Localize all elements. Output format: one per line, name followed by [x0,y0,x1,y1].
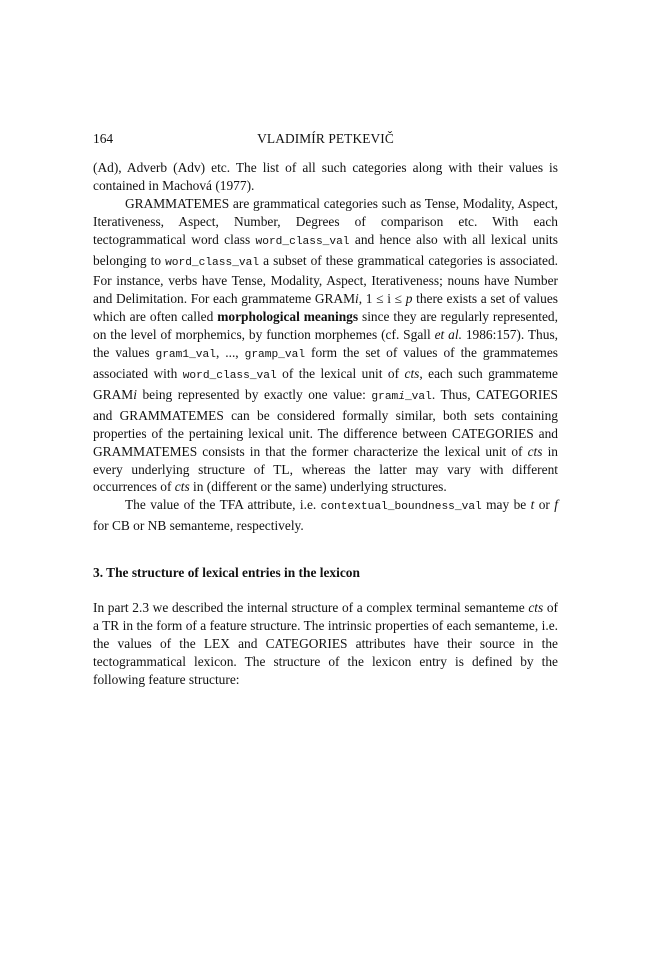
paragraph-categories-end: (Ad), Adverb (Adv) etc. The list of all such categories along with their values is contained in Machová (1977). [93,160,558,193]
page-number: 164 [93,131,114,146]
page-header [93,130,558,148]
paragraph-tfa: The value of the TFA attribute, i.e. contextual_boundness_val may be t or f for CB or NB semanteme, respectively. [93,497,558,534]
paragraph-lexicon-structure: In part 2.3 we described the internal structure of a complex terminal semanteme cts of a TR in the form of a feature structure. The intrinsic properties of each semanteme, i.e. the values of the LEX and CATEGORIES attributes have their source in the tectogrammatical lexicon. The structure of the lexicon entry is defined by the following feature structure: [93,600,558,687]
code-word-class-val: word_class_val [165,256,260,269]
paragraph-grammatemes: GRAMMATEMES are grammatical categories such as Tense, Modality, Aspect, Iterativeness, Aspect, Number, Degrees of comparison etc. With each tectogrammatical word class word_class_val and hence also with all lexical units belonging to word_class_val a subset of these grammatical categories is associated. For instance, verbs have Tense, Modality, Aspect, Iterativeness; nouns have Number and Delimitation. For each grammateme GRAMi, 1 ≤ i ≤ p there exists a set of values which are often called morphological meanings since they are regularly represented, on the level of morphemics, by function morphemes (cf. Sgall et al. 1986:157). Thus, the values gram1_val, ..., gramp_val form the set of values of the grammatemes associated with word_class_val of the lexical unit of cts, each such grammateme GRAMi being represented by exactly one value: grami_val. Thus, CATEGORIES and GRAMMATEMES can be considered formally similar, both sets containing properties of the pertaining lexical unit. The difference between CATEGORIES and GRAMMATEMES consists in that the former characterize the lexical unit of cts in every underlying structure of TL, whereas the latter may vary with different occurrences of cts in (different or the same) underlying structures. [93,195,559,495]
code-contextual-boundness-val: contextual_boundness_val [320,501,482,514]
section-body [93,599,558,689]
code-word-class-val: word_class_val [182,369,277,382]
code-gramp-val: gramp_val [244,349,306,362]
code-gram1-val: gram1_val [155,349,216,362]
body-text [93,159,558,535]
term-morphological-meanings: morphological meanings [217,309,359,325]
section-heading: 3. The structure of lexical entries in the lexicon [93,565,360,580]
code-word-class-val: word_class_val [255,235,350,248]
code-grami-val: grami_val [371,390,432,403]
running-title: VLADIMÍR PETKEVIČ [257,131,394,146]
